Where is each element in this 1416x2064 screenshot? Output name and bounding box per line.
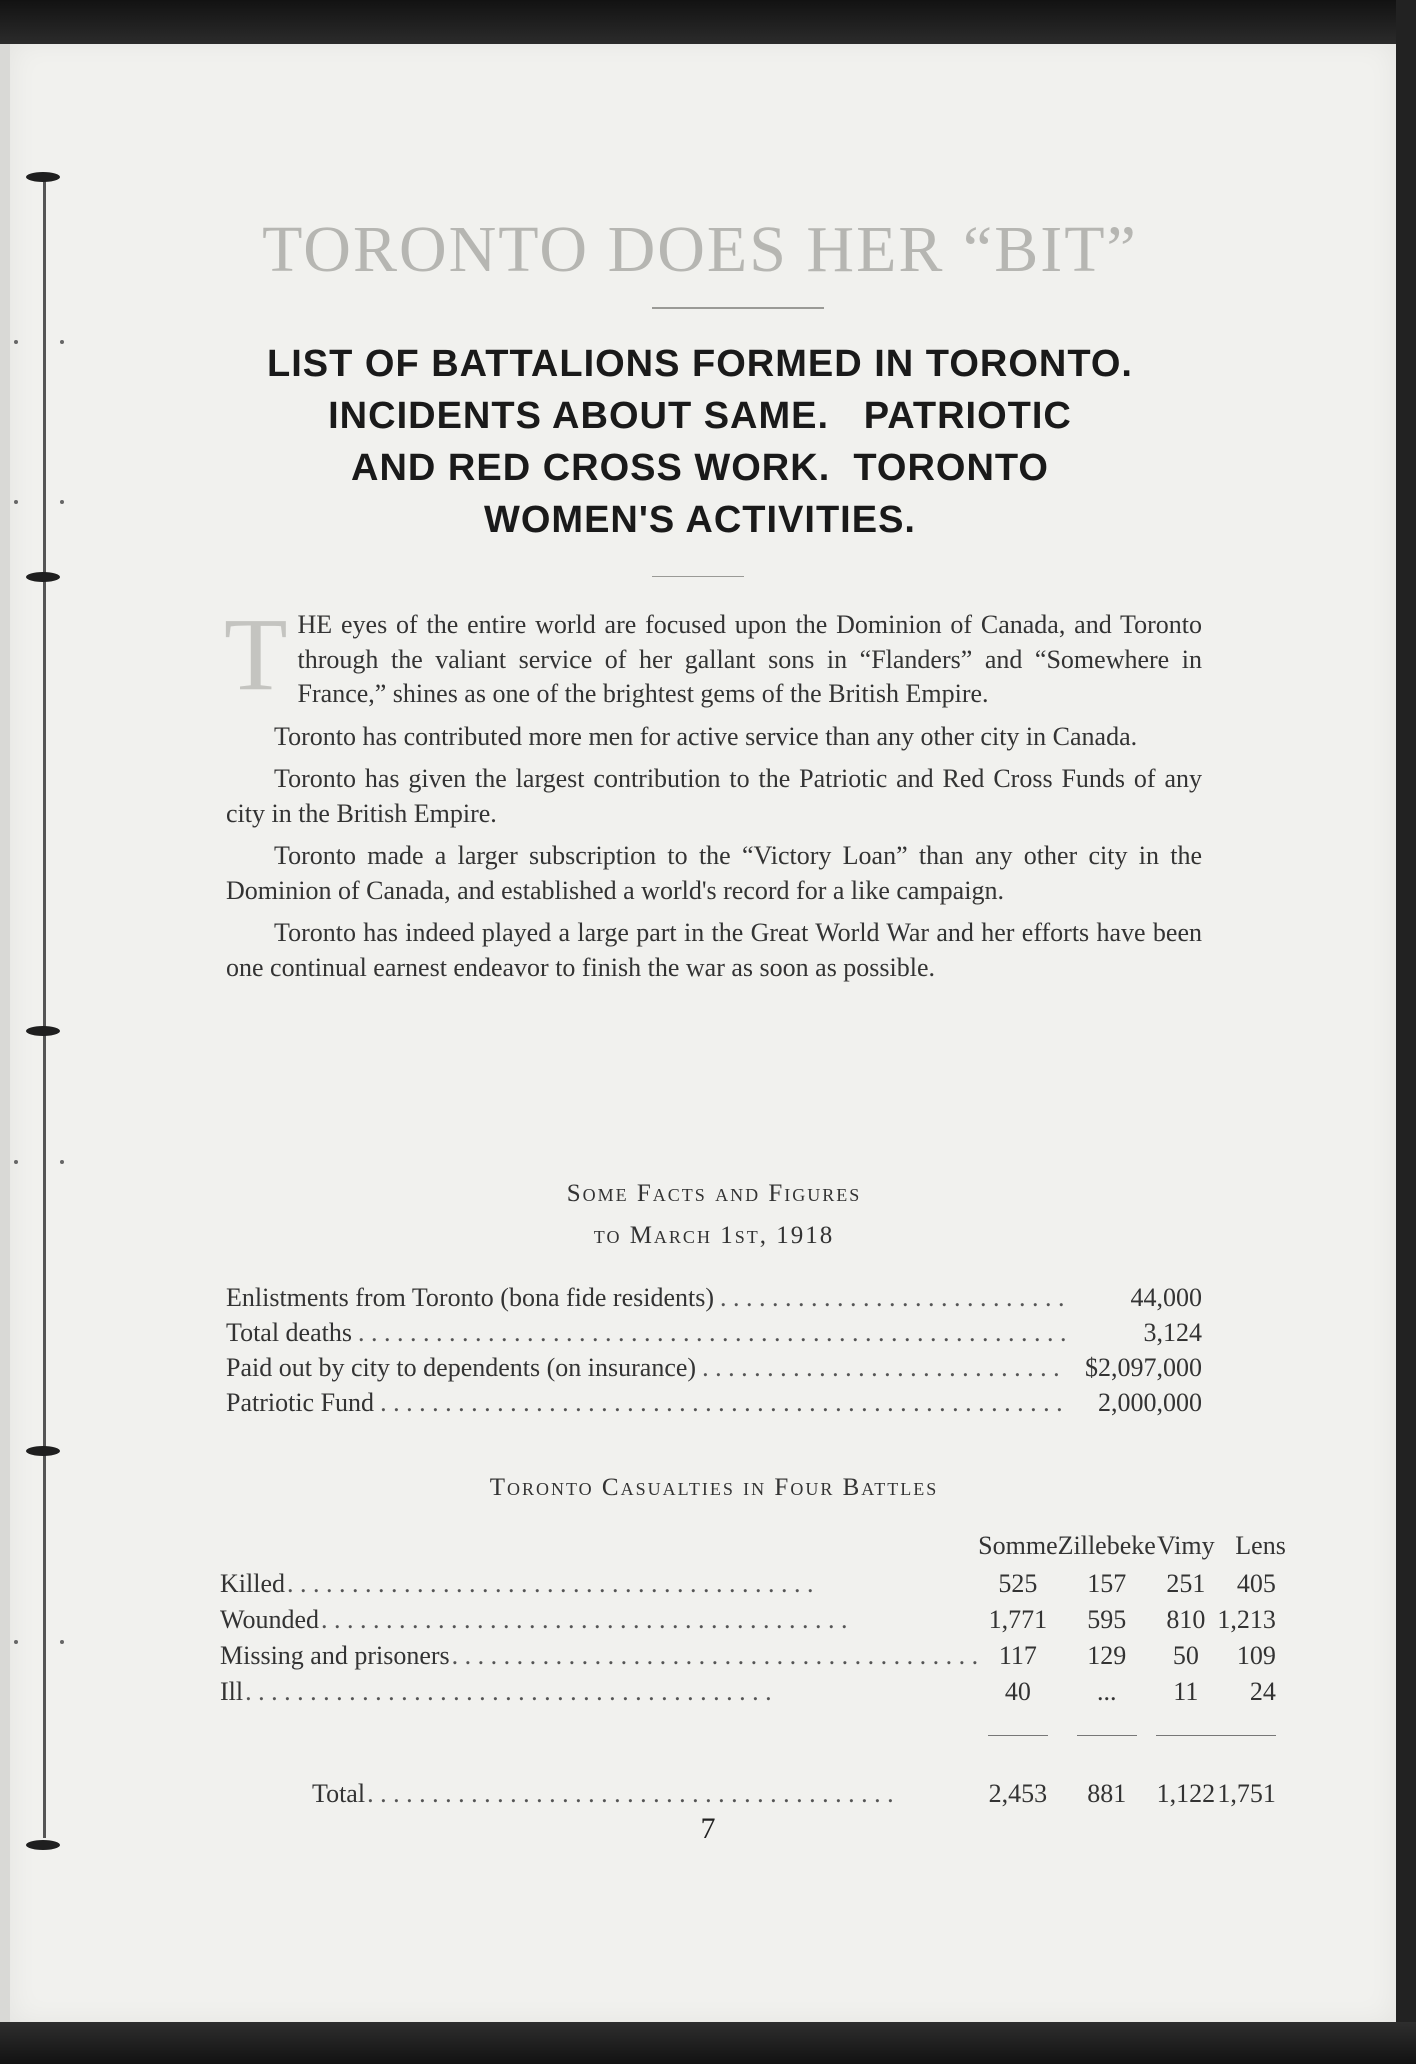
table-cell: 405 [1236, 1569, 1276, 1598]
fact-value: $2,097,000 [1085, 1353, 1202, 1382]
fact-row [226, 1350, 1202, 1385]
leader-dots [380, 1385, 1066, 1420]
table-row [220, 1638, 1296, 1674]
fact-value: 3,124 [1143, 1318, 1202, 1347]
total-cell: 881 [1087, 1779, 1127, 1808]
row-label: Ill [220, 1677, 244, 1706]
binding-stitch [26, 172, 60, 182]
table-cell: 50 [1172, 1641, 1199, 1670]
table-cell: 251 [1166, 1569, 1206, 1598]
leader-dots [245, 1677, 978, 1707]
table-row [220, 1566, 1296, 1602]
casualties-heading: Toronto Casualties in Four Battles [489, 1474, 939, 1501]
column-header: Zillebeke [1057, 1531, 1156, 1560]
fact-label: Patriotic Fund [226, 1388, 375, 1417]
binding-stitch [26, 1840, 60, 1850]
fact-row [226, 1385, 1202, 1420]
binding-stitch [26, 1446, 60, 1456]
sum-rule [1156, 1710, 1216, 1746]
body-text [224, 597, 1202, 985]
paragraph: Toronto has given the largest contribution to the Patriotic and Red Cross Funds of any city in the British Empire. [226, 764, 1202, 828]
subtitle-line: AND RED CROSS WORK. TORONTO [351, 447, 1049, 489]
sum-rule [1058, 1710, 1156, 1746]
leader-dots [452, 1641, 979, 1671]
sum-rule [1216, 1710, 1296, 1746]
rule-spacer [220, 1710, 978, 1746]
table-cell: 117 [998, 1641, 1037, 1670]
binding-dot [60, 1640, 64, 1644]
table-cell: 24 [1249, 1677, 1276, 1706]
leader-dots [720, 1280, 1066, 1315]
table-cell: 129 [1087, 1641, 1127, 1670]
paragraph-intro-text: HE eyes of the entire world are focused upon the Dominion of Canada, and Toronto through the valiant service of her gallant sons in “Flanders” and “Somewhere in France,” shines as one of the brightest gems of the British Empire. [297, 610, 1202, 708]
fact-label: Paid out by city to dependents (on insurance) [226, 1353, 697, 1382]
fact-label: Total deaths [226, 1318, 352, 1347]
binding-dot [60, 340, 64, 344]
column-header: Somme [978, 1531, 1058, 1560]
binding-dot [60, 500, 64, 504]
table-row [220, 1602, 1296, 1638]
total-row [220, 1746, 1296, 1812]
leader-dots [358, 1315, 1066, 1350]
scan-edge-right [1396, 0, 1416, 2064]
total-cell: 2,453 [988, 1779, 1048, 1808]
section-divider [652, 576, 744, 577]
binding-stitch [26, 1026, 60, 1036]
binding-dot [14, 500, 18, 504]
facts-subheading: to March 1st, 1918 [593, 1222, 835, 1249]
table-cell: 1,213 [1217, 1605, 1276, 1634]
table-header-row [220, 1526, 1296, 1566]
table-row [220, 1674, 1296, 1710]
row-label: Wounded [220, 1605, 319, 1634]
table-cell: 40 [1004, 1677, 1031, 1706]
row-label: Killed [220, 1569, 285, 1598]
paragraph: Toronto has indeed played a large part in the Great World War and her efforts have been one continual earnest endeavor to finish the war as soon as possible. [226, 918, 1202, 982]
fact-label: Enlistments from Toronto (bona fide residents) [226, 1283, 714, 1312]
binding-dot [14, 1640, 18, 1644]
paragraph: Toronto made a larger subscription to the “Victory Loan” than any other city in the Dominion of Canada, and established a world's record for a like campaign. [226, 841, 1202, 905]
binding-dot [14, 340, 18, 344]
paragraph: Toronto has contributed more men for active service than any other city in Canada. [274, 721, 1138, 751]
leader-dots [702, 1350, 1066, 1385]
subtitle [200, 338, 1200, 546]
table-cell: 810 [1166, 1605, 1206, 1634]
table-cell: 1,771 [988, 1605, 1048, 1634]
table-cell: 109 [1236, 1641, 1276, 1670]
subtitle-line: LIST OF BATTALIONS FORMED IN TORONTO. [267, 343, 1133, 385]
leader-dots [367, 1779, 978, 1809]
scan-edge-top [0, 0, 1416, 44]
header-spacer [220, 1526, 978, 1566]
fact-value: 44,000 [1130, 1283, 1202, 1312]
title-divider [652, 307, 824, 309]
fact-row [226, 1315, 1202, 1350]
fact-value: 2,000,000 [1098, 1388, 1202, 1417]
row-label: Missing and prisoners [220, 1641, 450, 1670]
fact-row [226, 1280, 1202, 1315]
subtitle-line: INCIDENTS ABOUT SAME. PATRIOTIC [328, 395, 1072, 437]
row-label-cell [220, 1674, 978, 1710]
row-label-cell [220, 1638, 978, 1674]
column-header: Lens [1235, 1531, 1286, 1560]
binding-line [43, 178, 46, 1838]
row-label-cell [220, 1602, 978, 1638]
page-number: 7 [700, 1812, 716, 1845]
total-cell: 1,122 [1156, 1779, 1216, 1808]
leader-dots [321, 1605, 978, 1635]
sum-rule-row [220, 1710, 1296, 1746]
sum-rule [978, 1710, 1057, 1746]
total-label: Total [312, 1779, 366, 1808]
binding-dot [60, 1160, 64, 1164]
row-label-cell [220, 1746, 978, 1812]
binding-dot [14, 1160, 18, 1164]
scan-edge-bottom [0, 2022, 1416, 2064]
row-label-cell [220, 1566, 978, 1602]
binding-stitch [26, 572, 60, 582]
leader-dots [287, 1569, 978, 1599]
total-cell: 1,751 [1217, 1779, 1276, 1808]
facts-list [226, 1280, 1202, 1420]
table-cell: 525 [998, 1569, 1038, 1598]
table-cell: 157 [1087, 1569, 1127, 1598]
page-title: TORONTO DOES HER “BIT” [262, 213, 1138, 286]
paragraph-intro [224, 597, 1202, 712]
facts-heading: Some Facts and Figures [566, 1180, 862, 1207]
column-header: Vimy [1156, 1531, 1215, 1560]
table-cell: 11 [1173, 1677, 1199, 1706]
table-cell: 595 [1087, 1605, 1127, 1634]
casualties-table [220, 1526, 1296, 1812]
subtitle-line: WOMEN'S ACTIVITIES. [484, 499, 916, 541]
drop-cap: T [224, 597, 288, 712]
table-cell: ... [1096, 1677, 1117, 1706]
